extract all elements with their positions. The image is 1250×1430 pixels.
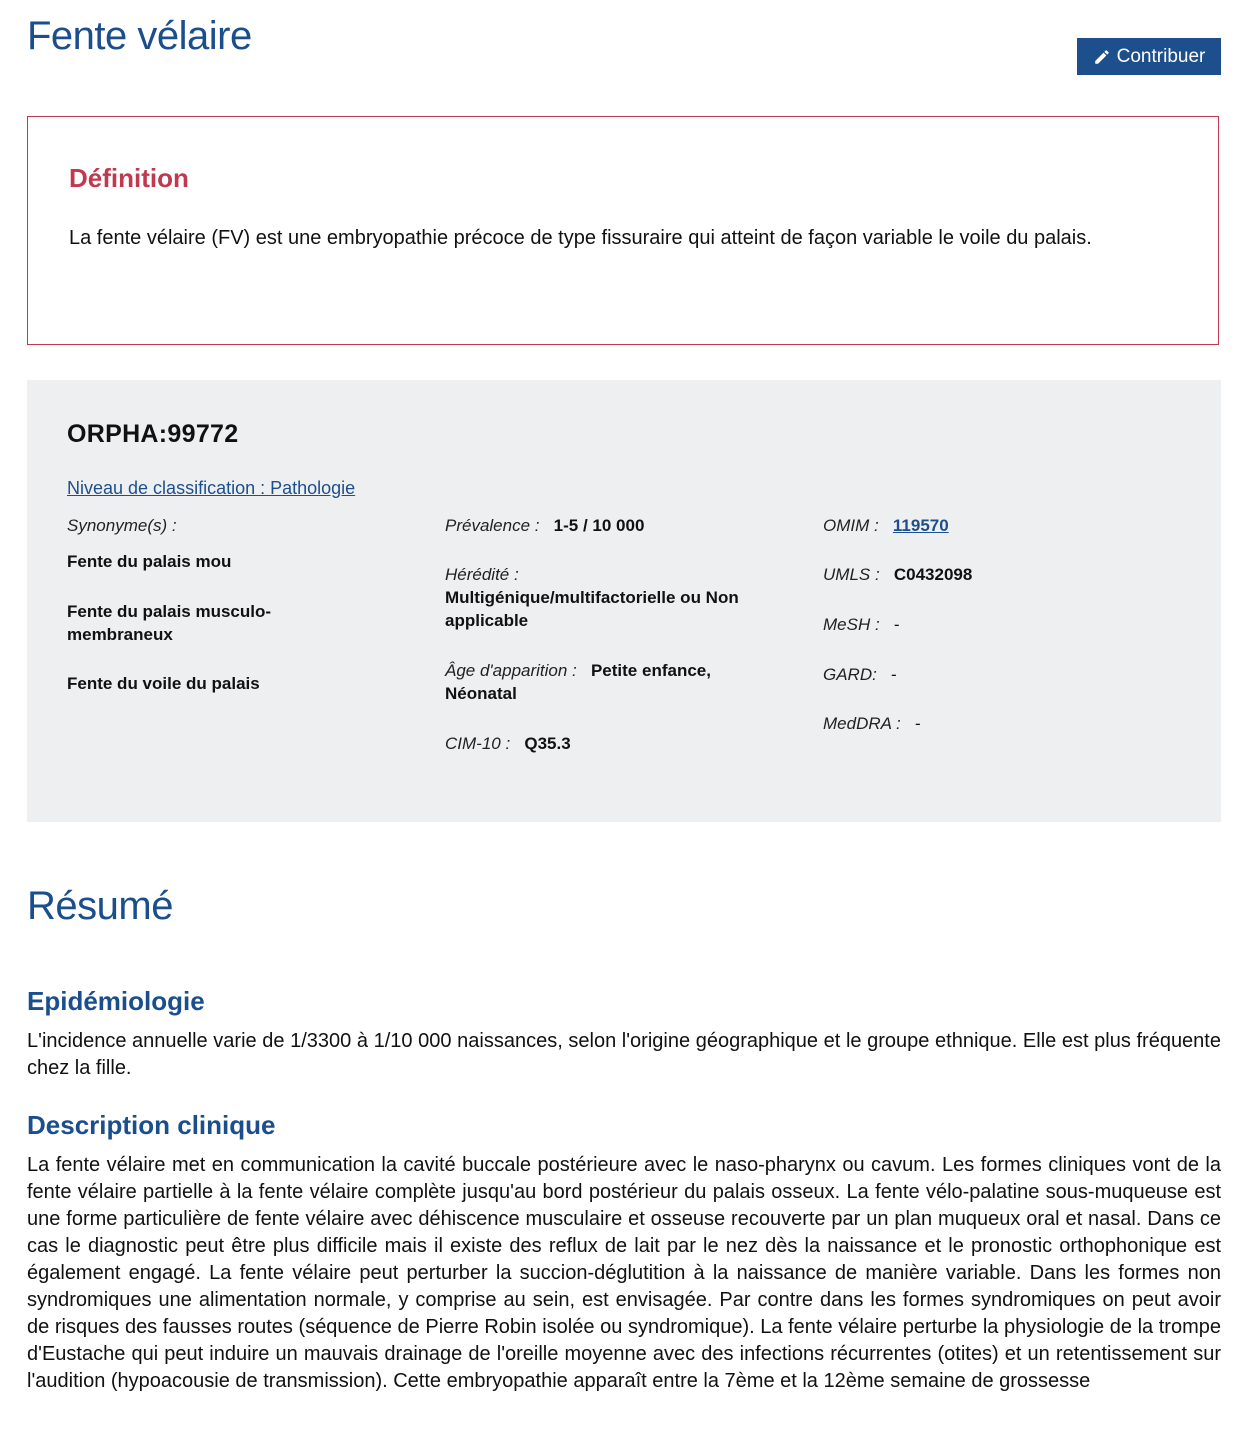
contribute-label: Contribuer — [1116, 45, 1206, 67]
gard-label: GARD: — [823, 665, 877, 684]
umls-value: C0432098 — [893, 565, 973, 584]
synonym-item: Fente du palais musculo-membraneux — [67, 602, 272, 644]
meddra-value: - — [914, 714, 921, 733]
cim-value: Q35.3 — [524, 734, 571, 753]
cim-row — [445, 732, 571, 755]
synonym-item: Fente du palais mou — [67, 552, 232, 571]
meddra-label: MedDRA : — [823, 714, 901, 733]
onset-label: Âge d'apparition : — [445, 661, 577, 680]
umls-row — [823, 563, 972, 586]
contribute-button[interactable] — [1077, 38, 1221, 75]
gard-row — [823, 663, 897, 686]
heredity-row — [445, 563, 785, 632]
definition-heading: Définition — [69, 163, 189, 193]
clinical-heading: Description clinique — [27, 1110, 276, 1140]
onset-value-2: Néonatal — [445, 684, 517, 703]
prevalence-label: Prévalence : — [445, 516, 540, 535]
prevalence-value: 1-5 / 10 000 — [553, 516, 645, 535]
summary-heading: Résumé — [27, 884, 173, 928]
onset-value: Petite enfance — [590, 661, 707, 680]
omim-row — [823, 514, 949, 537]
clinical-text: La fente vélaire met en communication la cavité buccale postérieure avec le naso-pharynx ou cavum. Les formes cliniques vont de la fente vélaire partielle à la fente vélaire complète jusqu'au bord postérieur du palais osseux. La fente vélo-palatine sous-muqueuse est une forme particulière de fente vélaire avec déhiscence musculaire et osseuse recouverte par un plan muqueux oral et nasal. Dans ce cas le diagnostic peut être plus difficile mais il existe des reflux de lait par le nez dès la naissance et le pronostic orthophonique est également engagé. La fente vélaire peut perturber la succion-déglutition à la naissance de manière variable. Dans les formes non syndromiques une alimentation normale, y comprise au sein, est envisagée. Par contre dans les formes syndromiques on peut avoir de risques des fausses routes (séquence de Pierre Robin isolée ou syndromique). La fente vélaire perturbe la physiologie de la trompe d'Eustache qui peut induire un mauvais drainage de l'oreille moyenne avec des infections récurrentes (otites) et un retentissement sur l'audition (hypoacousie de transmission). Cette embryopathie apparaît entre la 7ème et la 12ème semaine de grossesse — [27, 1154, 1221, 1392]
synonyms-label-row — [67, 514, 177, 537]
cim-label: CIM-10 : — [445, 734, 511, 753]
mesh-label: MeSH : — [823, 615, 880, 634]
omim-link[interactable]: 119570 — [892, 516, 949, 535]
heredity-label: Hérédité : — [445, 565, 519, 584]
mesh-value: - — [893, 615, 900, 634]
meddra-row — [823, 712, 921, 735]
epidemiology-heading: Epidémiologie — [27, 986, 205, 1016]
page-title: Fente vélaire — [27, 14, 252, 58]
umls-label: UMLS : — [823, 565, 880, 584]
epidemiology-text: L'incidence annuelle varie de 1/3300 à 1/10 000 naissances, selon l'origine géographique et le groupe ethnique. Elle est plus fréquente chez la fille. — [27, 1030, 1221, 1079]
gard-value: - — [891, 665, 897, 684]
orpha-code: ORPHA:99772 — [67, 420, 239, 448]
classification-level-link[interactable]: Niveau de classification : Pathologie — [67, 478, 356, 498]
synonym-item: Fente du voile du palais — [67, 674, 260, 693]
prevalence-row — [445, 514, 644, 537]
mesh-row — [823, 613, 900, 636]
pencil-icon — [1093, 48, 1111, 66]
definition-text: La fente vélaire (FV) est une embryopathie précoce de type fissuraire qui atteint de façon variable le voile du palais. — [69, 227, 1092, 249]
synonyms-label: Synonyme(s) : — [67, 516, 177, 535]
definition-box — [27, 116, 1219, 345]
heredity-value: Multigénique/multifactorielle ou Non applicable — [445, 588, 739, 630]
onset-row: Âge d'apparition : Petite enfance, Néonatal — [445, 661, 711, 703]
omim-label: OMIM : — [823, 516, 879, 535]
info-box — [27, 380, 1221, 822]
